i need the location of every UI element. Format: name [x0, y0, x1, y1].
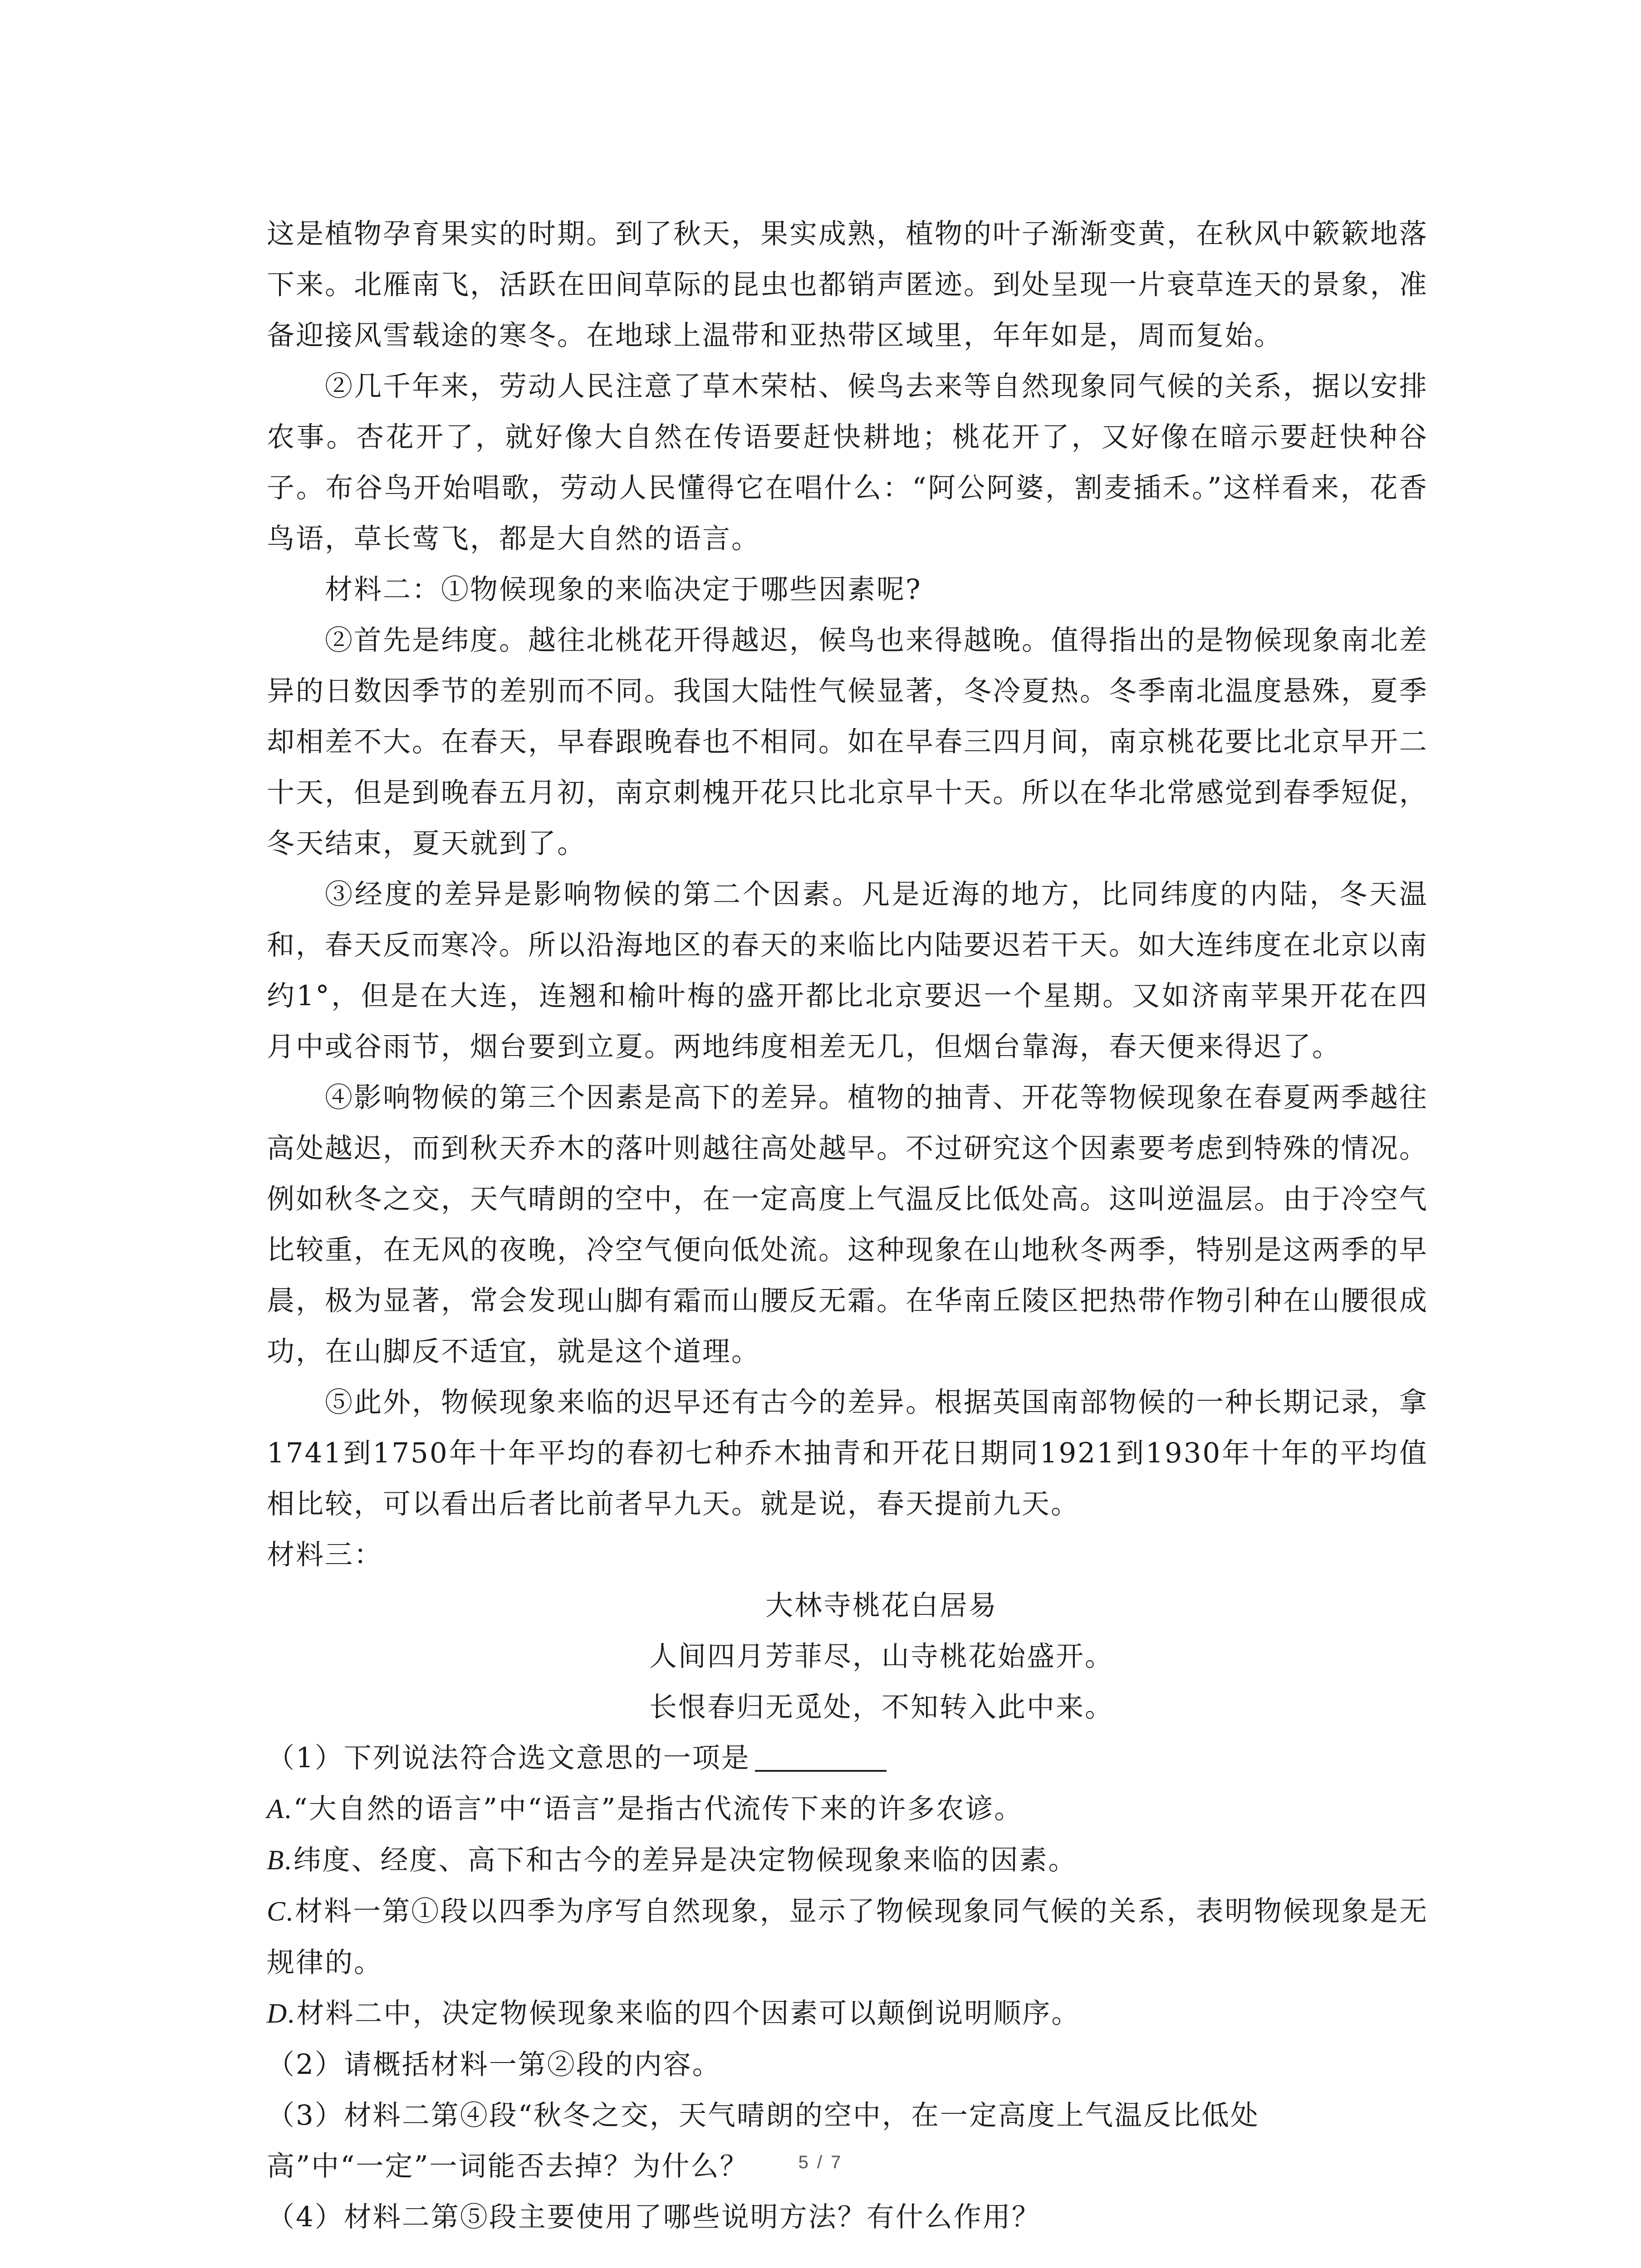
material-two-paragraph-2: ②首先是纬度。越往北桃花开得越迟，候鸟也来得越晚。值得指出的是物候现象南北差异的日数因季节的差别而不同。我国大陆性气候显著，冬冷夏热。冬季南北温度悬殊，夏季却相差不大。在春天，早春跟晚春也不相同。如在早春三四月间，南京桃花要比北京早开二十天，但是到晚春五月初，南京刺槐开花只比北京早十天。所以在华北常感觉到春季短促，冬天结束，夏天就到了。 [267, 624, 1429, 860]
page-number: 5 / 7 [798, 2152, 843, 2172]
question-3-line-1: （3）材料二第④段“秋冬之交，天气晴朗的空中，在一定高度上气温反比低处 [267, 2099, 1259, 2131]
question-2: （2）请概括材料一第②段的内容。 [267, 2048, 721, 2081]
poem-title: 大林寺桃花白居易 [765, 1589, 998, 1622]
question-1-option-a [267, 1784, 1428, 1835]
option-text: “大自然的语言”中“语言”是指古代流传下来的许多农谚。 [293, 1793, 1024, 1825]
question-1 [267, 1733, 1428, 1784]
question-4: （4）材料二第⑤段主要使用了哪些说明方法？有什么作用？ [267, 2201, 1041, 2233]
option-text: 材料一第①段以四季为序写自然现象，显示了物候现象同气候的关系，表明物候现象是无规律的。 [267, 1895, 1428, 1979]
question-1-text: （1）下列说法符合选文意思的一项是 [267, 1742, 750, 1774]
material-one-paragraph-1-continued: 这是植物孕育果实的时期。到了秋天，果实成熟，植物的叶子渐渐变黄，在秋风中簌簌地落下来。北雁南飞，活跃在田间草际的昆虫也都销声匿迹。到处呈现一片衰草连天的景象，准备迎接风雪载途的寒冬。在地球上温带和亚热带区域里，年年如是，周而复始。 [267, 218, 1429, 352]
material-two-paragraph-5: ⑤此外，物候现象来临的迟早还有古今的差异。根据英国南部物候的一种长期记录，拿1741到1750年十年平均的春初七种乔木抽青和开花日期同1921到1930年十年的平均值相比较，可以看出后者比前者早九天。就是说，春天提前九天。 [267, 1386, 1429, 1520]
option-text: 纬度、经度、高下和古今的差异是决定物候现象来临的因素。 [293, 1844, 1078, 1876]
material-two-paragraph-4: ④影响物候的第三个因素是高下的差异。植物的抽青、开花等物候现象在春夏两季越往高处越迟，而到秋天乔木的落叶则越往高处越早。不过研究这个因素要考虑到特殊的情况。例如秋冬之交，天气晴朗的空中，在一定高度上气温反比低处高。这叫逆温层。由于冷空气比较重，在无风的夜晚，冷空气便向低处流。这种现象在山地秋冬两季，特别是这两季的早晨，极为显著，常会发现山脚有霜而山腰反无霜。在华南丘陵区把热带作物引种在山腰很成功，在山脚反不适宜，就是这个道理。 [267, 1081, 1429, 1368]
question-1-option-d [267, 1988, 1428, 2039]
option-letter: B. [267, 1845, 294, 1876]
poem-line-1: 人间四月芳菲尽，山寺桃花始盛开。 [649, 1640, 1114, 1672]
option-letter: D. [267, 1999, 297, 2029]
question-1-option-b [267, 1835, 1428, 1886]
poem-line-2: 长恨春归无觅处，不知转入此中来。 [649, 1691, 1114, 1723]
exam-text-block [267, 209, 1428, 2243]
question-1-option-c [267, 1886, 1428, 1988]
material-two-paragraph-3: ③经度的差异是影响物候的第二个因素。凡是近海的地方，比同纬度的内陆，冬天温和，春天反而寒冷。所以沿海地区的春天的来临比内陆要迟若干天。如大连纬度在北京以南约1°，但是在大连，连翘和榆叶梅的盛开都比北京要迟一个星期。又如济南苹果开花在四月中或谷雨节，烟台要到立夏。两地纬度相差无几，但烟台靠海，春天便来得迟了。 [267, 878, 1429, 1063]
question-3-line-2: 高”中“一定”一词能否去掉？为什么？ [267, 2150, 749, 2182]
material-two-heading: 材料二：①物候现象的来临决定于哪些因素呢? [325, 573, 922, 606]
material-three-label: 材料三： [267, 1539, 383, 1571]
option-letter: A. [267, 1794, 294, 1824]
option-letter: C. [267, 1897, 295, 1927]
answer-blank[interactable] [755, 1742, 887, 1772]
material-one-paragraph-2: ②几千年来，劳动人民注意了草木荣枯、候鸟去来等自然现象同气候的关系，据以安排农事。杏花开了，就好像大自然在传语要赶快耕地；桃花开了，又好像在暗示要赶快种谷子。布谷鸟开始唱歌，劳动人民懂得它在唱什么：“阿公阿婆，割麦插禾。”这样看来，花香鸟语，草长莺飞，都是大自然的语言。 [267, 370, 1429, 555]
option-text: 材料二中，决定物候现象来临的四个因素可以颠倒说明顺序。 [296, 1997, 1081, 2029]
